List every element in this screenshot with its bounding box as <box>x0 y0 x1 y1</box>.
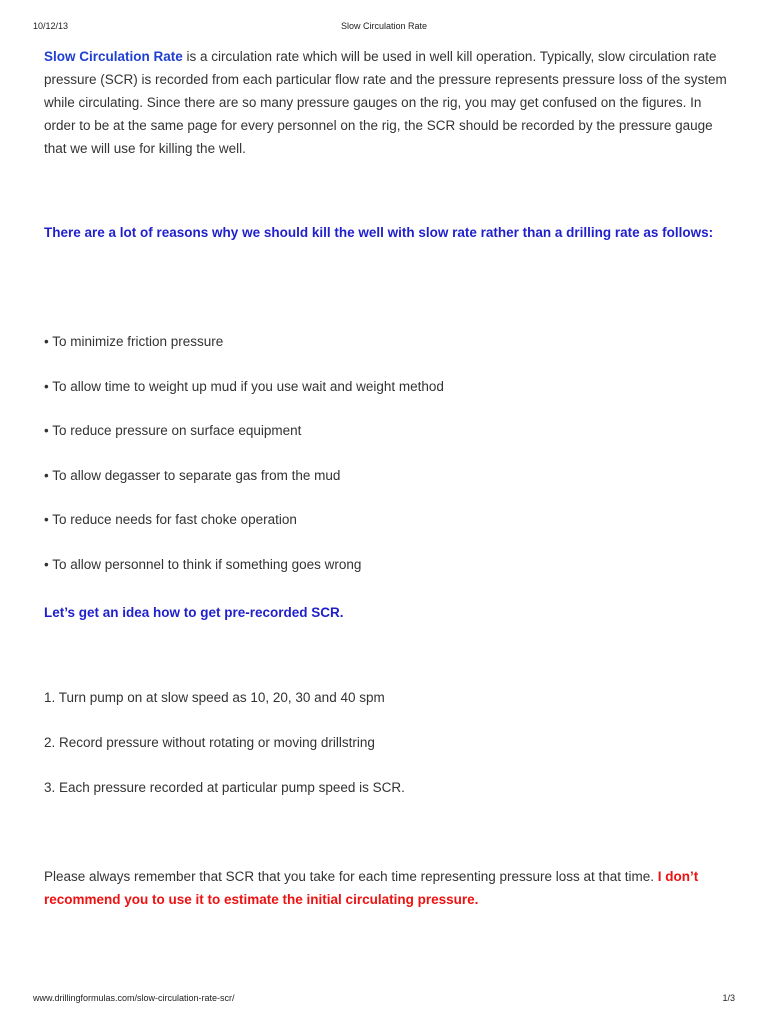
footer-url-link[interactable]: www.drillingformulas.com/slow-circulation-rate-scr/ <box>33 993 235 1003</box>
warning-text: I don’t recommend you to use it to estimate the initial circulating pressure. <box>44 869 699 907</box>
step-item: 3. Each pressure recorded at particular pump speed is SCR. <box>44 780 405 795</box>
steps-heading: Let’s get an idea how to get pre-recorded SCR. <box>44 605 344 620</box>
reasons-heading: There are a lot of reasons why we should kill the well with slow rate rather than a drilling rate as follows: <box>44 225 714 240</box>
reason-item: • To allow degasser to separate gas from the mud <box>44 468 341 483</box>
print-date: 10/12/13 <box>33 21 69 31</box>
reason-item: • To reduce pressure on surface equipment <box>44 423 302 438</box>
reason-item: • To reduce needs for fast choke operation <box>44 512 297 527</box>
article-body <box>44 45 734 907</box>
step-item: 1. Turn pump on at slow speed as 10, 20, 30 and 40 spm <box>44 690 385 705</box>
reason-item: • To allow time to weight up mud if you use wait and weight method <box>44 379 444 394</box>
reason-item: • To allow personnel to think if something goes wrong <box>44 557 362 572</box>
closing-note <box>44 865 734 911</box>
reason-item: • To minimize friction pressure <box>44 334 224 349</box>
page-number: 1/3 <box>722 993 735 1003</box>
intro-paragraph <box>44 45 734 160</box>
note-text: Please always remember that SCR that you take for each time representing pressure loss at that time. <box>44 869 658 884</box>
page-header-title: Slow Circulation Rate <box>340 21 428 31</box>
intro-text: is a circulation rate which will be used in well kill operation. Typically, slow circulation rate pressure (SCR) is recorded from each particular flow rate and the pressure represents pressure loss of the system while circulating. Since there are so many pressure gauges on the rig, you may get confused on the figures. In order to be at the same page for every personnel on the rig, the SCR should be recorded by the pressure gauge that we will use for killing the well. <box>44 49 727 156</box>
intro-term-link[interactable]: Slow Circulation Rate <box>44 49 183 64</box>
step-item: 2. Record pressure without rotating or moving drillstring <box>44 735 375 750</box>
